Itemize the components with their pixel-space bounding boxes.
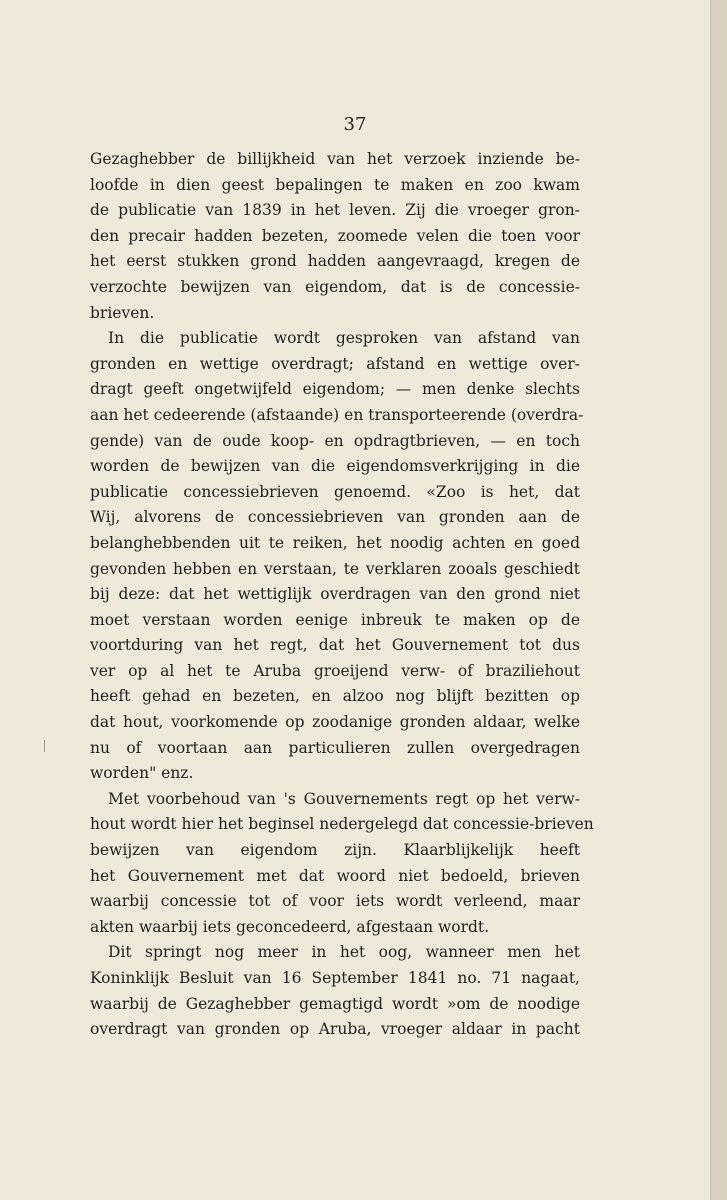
text-line: moet verstaan worden eenige inbreuk te maken op de (90, 610, 580, 629)
text-line: heeft gehad en bezeten, en alzoo nog blijft bezitten op (90, 687, 580, 706)
text-line: nu of voortaan aan particulieren zullen overgedragen (90, 738, 580, 757)
text-line: akten waarbij iets geconcedeerd, afgestaan wordt. (90, 917, 490, 936)
text-line: verzochte bewijzen van eigendom, dat is de concessie- (90, 277, 580, 296)
page-edge (710, 0, 727, 1200)
text-line: overdragt van gronden op Aruba, vroeger aldaar in pacht (90, 1020, 580, 1039)
text-line: waarbij concessie tot of voor iets wordt verleend, maar (90, 892, 580, 911)
text-line: Koninklijk Besluit van 16 September 1841 no. 71 nagaat, (90, 969, 580, 987)
text-line: hout wordt hier het beginsel nedergelegd dat concessie-brieven (90, 815, 594, 834)
text-line: het Gouvernement met dat woord niet bedoeld, brieven (90, 866, 580, 885)
text-line: ver op al het te Aruba groeijend verw- of braziliehout (90, 661, 580, 680)
text-line: aan het cedeerende (afstaande) en transporteerende (overdra- (90, 405, 584, 424)
text-line: dragt geeft ongetwijfeld eigendom; — men denke slechts (90, 380, 580, 399)
text-line: Gezaghebber de billijkheid van het verzoek inziende be- (90, 150, 580, 168)
text-line: het eerst stukken grond hadden aangevraagd, kregen de (90, 252, 580, 271)
text-line: Dit springt nog meer in het oog, wanneer men het (108, 943, 580, 962)
text-line: worden" enz. (90, 764, 194, 783)
text-line: Wij, alvorens de concessiebrieven van gronden aan de (90, 508, 580, 527)
text-line: Met voorbehoud van 's Gouvernements regt op het verw- (108, 789, 580, 808)
text-line: worden de bewijzen van die eigendomsverkrijging in die (90, 457, 580, 476)
text-line: gevonden hebben en verstaan, te verklaren zooals geschiedt (90, 559, 580, 578)
text-line: bewijzen van eigendom zijn. Klaarblijkelijk heeft (90, 841, 580, 860)
text-line: gende) van de oude koop- en opdragtbrieven, — en toch (90, 431, 580, 450)
text-line: waarbij de Gezaghebber gemagtigd wordt »om de noodige (90, 994, 580, 1013)
body-text (90, 147, 594, 1043)
text-line: de publicatie van 1839 in het leven. Zij die vroeger gron- (90, 201, 580, 220)
text-line: bij deze: dat het wettiglijk overdragen van den grond niet (90, 585, 580, 604)
text-line: gronden en wettige overdragt; afstand en wettige over- (90, 354, 580, 373)
text-line: voortduring van het regt, dat het Gouvernement tot dus (90, 636, 580, 655)
text-line: brieven. (90, 303, 155, 322)
text-line: publicatie concessiebrieven genoemd. «Zoo is het, dat (90, 482, 580, 501)
text-line: dat hout, voorkomende op zoodanige gronden aldaar, welke (90, 713, 580, 732)
text-line: In die publicatie wordt gesproken van afstand van (108, 329, 580, 348)
margin-mark (44, 740, 45, 752)
text-line: loofde in dien geest bepalingen te maken en zoo kwam (90, 175, 580, 194)
text-line: belanghebbenden uit te reiken, het noodig achten en goed (90, 533, 580, 552)
text-line: den precair hadden bezeten, zoomede velen die toen voor (90, 226, 580, 245)
page-number: 37 (343, 114, 367, 135)
